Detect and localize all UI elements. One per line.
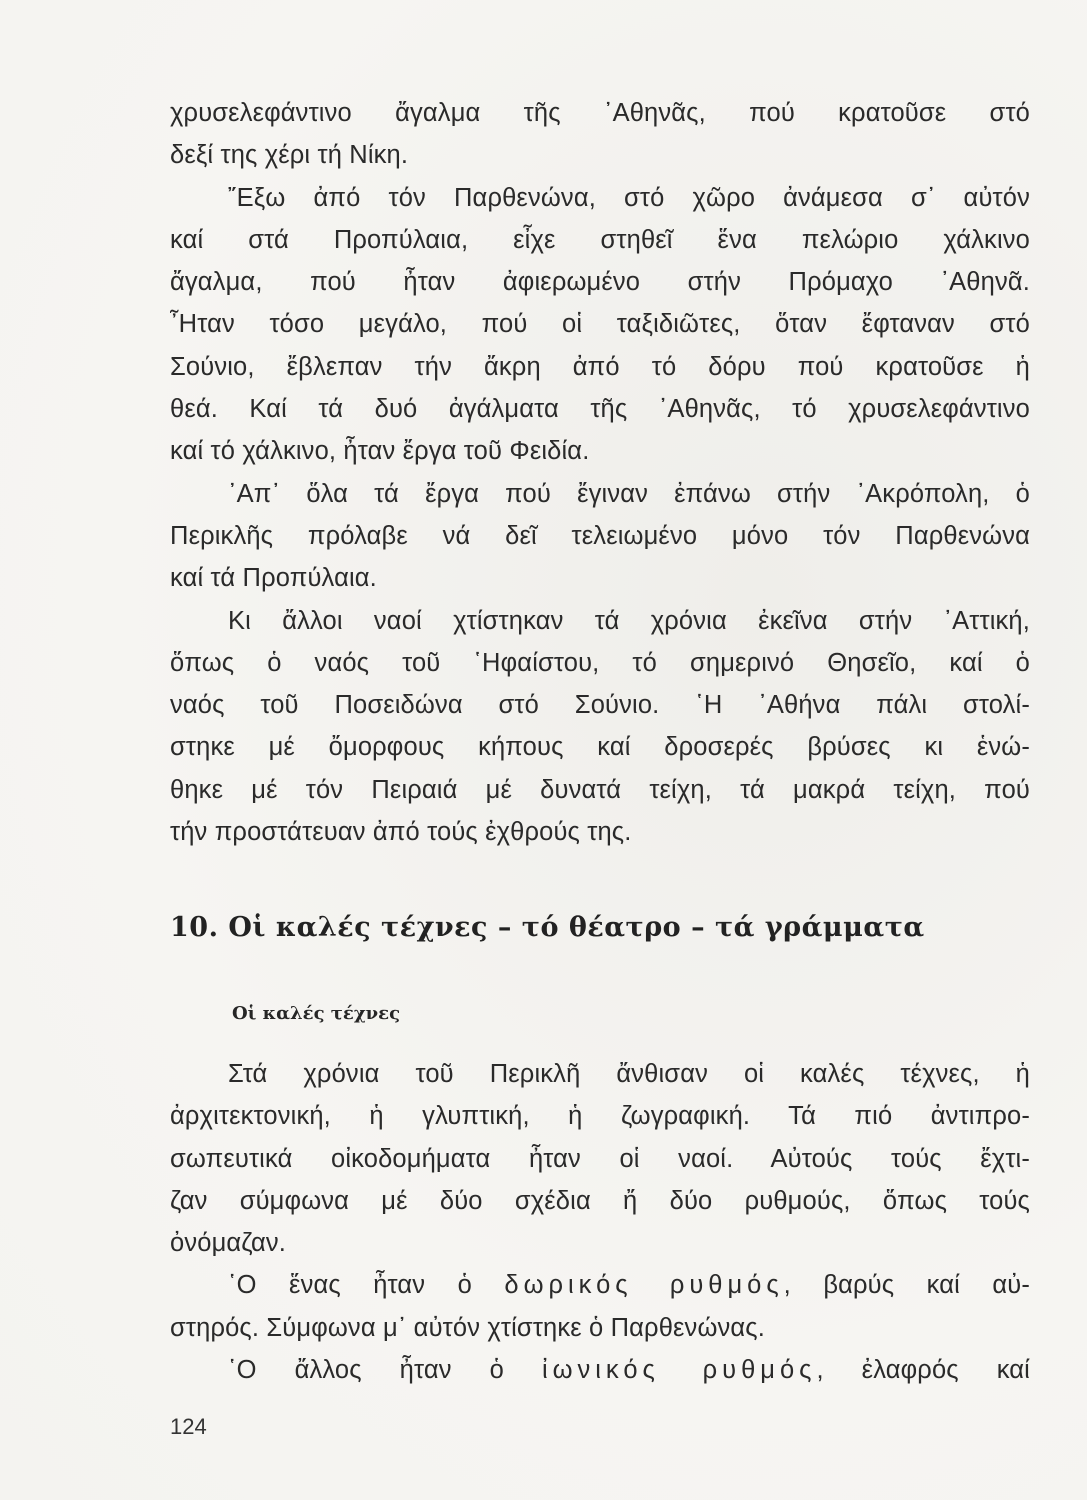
text-line: Κι ἄλλοι ναοί χτίστηκαν τά χρόνια ἐκεῖνα στήν ᾿Αττική,: [228, 606, 1030, 635]
spaced-term: ἰωνικός ρυθμός: [541, 1356, 817, 1385]
section-heading: 10. Οἱ καλές τέχνες – τό θέατρο – τά γράμματα: [170, 912, 925, 943]
section-body-text: [170, 1053, 1030, 1391]
text-line: [170, 1349, 1030, 1391]
text-line: ὅπως ὁ ναός τοῦ ῾Ηφαίστου, τό σημερινό Θησεῖο, καί ὁ: [170, 648, 1030, 677]
text-line: καί στά Προπύλαια, εἶχε στηθεῖ ἕνα πελώριο χάλκινο: [170, 225, 1030, 254]
text-line: δεξί της χέρι τή Νίκη.: [170, 141, 409, 170]
text-line: θεά. Καί τά δυό ἀγάλματα τῆς ᾿Αθηνᾶς, τό χρυσελεφάντινο: [170, 395, 1030, 424]
text-line: ἄγαλμα, πού ἦταν ἀφιερωμένο στήν Πρόμαχο ᾿Αθηνᾶ.: [170, 268, 1030, 297]
subsection-heading: Οἱ καλές τέχνες: [232, 1003, 401, 1024]
text-line: χρυσελεφάντινο ἄγαλμα τῆς ᾿Αθηνᾶς, πού κρατοῦσε στό: [170, 99, 1030, 127]
text-fragment: , ἐλαφρός καί: [816, 1356, 1030, 1385]
text-fragment: ῾Ο ἕνας ἦταν ὁ: [228, 1271, 505, 1300]
text-line: ζαν σύμφωνα μέ δύο σχέδια ἤ δύο ρυθμούς, ὅπως τούς: [170, 1186, 1030, 1215]
text-line: στηκε μέ ὄμορφους κήπους καί δροσερές βρύσες κι ἑνώ-: [170, 733, 1030, 762]
text-line: στηρός. Σύμφωνα μ᾿ αὐτόν χτίστηκε ὁ Παρθενώνας.: [170, 1313, 765, 1342]
text-line: ὀνόμαζαν.: [170, 1229, 287, 1258]
text-line: ῏Ηταν τόσο μεγάλο, πού οἱ ταξιδιῶτες, ὅταν ἔφταναν στό: [170, 310, 1030, 339]
text-line: καί τά Προπύλαια.: [170, 564, 377, 593]
text-line: ῎Εξω ἀπό τόν Παρθενώνα, στό χῶρο ἀνάμεσα σ᾿ αὐτόν: [228, 183, 1030, 212]
text-line: Σούνιο, ἔβλεπαν τήν ἄκρη ἀπό τό δόρυ πού κρατοῦσε ἡ: [170, 352, 1030, 381]
text-line: [170, 1264, 1030, 1306]
text-line: Περικλῆς πρόλαβε νά δεῖ τελειωμένο μόνο τόν Παρθενώνα: [170, 521, 1030, 550]
text-line: τήν προστάτευαν ἀπό τούς ἐχθρούς της.: [170, 818, 632, 847]
text-line: σωπευτικά οἰκοδομήματα ἦταν οἱ ναοί. Αὐτούς τούς ἔχτι-: [170, 1144, 1030, 1173]
spaced-term: δωρικός ρυθμός: [504, 1271, 784, 1300]
text-line: θηκε μέ τόν Πειραιά μέ δυνατά τείχη, τά μακρά τείχη, πού: [170, 775, 1030, 804]
text-line: ἀρχιτεκτονική, ἡ γλυπτική, ἡ ζωγραφική. Τά πιό ἀντιπρο-: [170, 1102, 1030, 1131]
text-fragment: ῾Ο ἄλλος ἦταν ὁ: [228, 1356, 542, 1385]
page-body-text: [170, 92, 1030, 853]
page-number: 124: [170, 1414, 207, 1439]
text-line: ναός τοῦ Ποσειδώνα στό Σούνιο. ῾Η ᾿Αθήνα πάλι στολί-: [170, 691, 1030, 720]
text-line: Στά χρόνια τοῦ Περικλῆ ἄνθισαν οἱ καλές τέχνες, ἡ: [228, 1060, 1030, 1088]
text-line: ᾿Απ᾿ ὅλα τά ἔργα πού ἔγιναν ἐπάνω στήν ᾿Ακρόπολη, ὁ: [228, 479, 1030, 508]
text-fragment: , βαρύς καί αὐ-: [783, 1271, 1030, 1300]
text-line: καί τό χάλκινο, ἦταν ἔργα τοῦ Φειδία.: [170, 437, 590, 466]
